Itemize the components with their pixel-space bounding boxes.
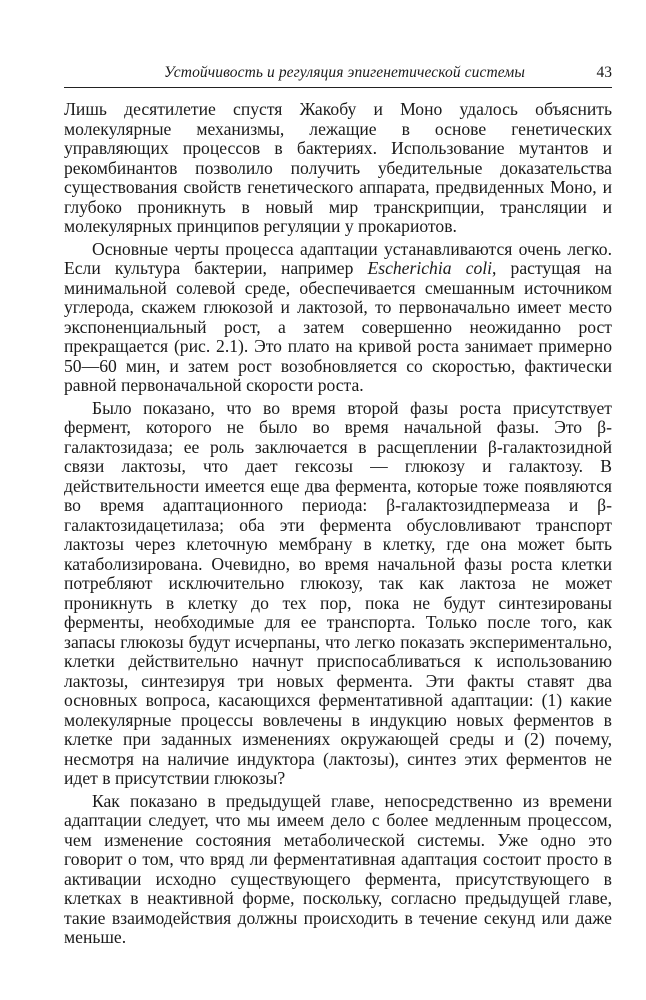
paragraph-3: Было показано, что во время второй фазы роста присутствует фермент, которого не было во время начальной фазы. Это β-галактозидаза; ее роль заключается в расщеплении β-галактозидной связи лактозы, что дает гексозы — глюкозу и галактозу. В действительности имеется еще два фермента, которые тоже появляются во время адаптационного периода: β-галактозидпермеаза и β-галактозидацетилаза; оба эти фермента обусловливают транспорт лактозы через клеточную мембрану в клетку, где она может быть катаболизирована. Очевидно, во время начальной фазы роста клетки потребляют исключительно глюкозу, так как лактоза не может проникнуть в клетку до тех пор, пока не будут синтезированы ферменты, необходимые для ее транспорта. Только после того, как запасы глюкозы будут исчерпаны, что легко показать экспериментально, клетки действительно начнут приспосабливаться к использованию лактозы, синтезируя три новых фермента. Эти факты ставят два основных вопроса, касающихся ферментативной адаптации: (1) какие молекулярные процессы вовлечены в индукцию новых ферментов в клетке при заданных изменениях окружающей среды и (2) почему, несмотря на наличие индуктора (лактозы), синтез этих ферментов не идет в присутствии глюкозы?: [64, 397, 612, 788]
paragraph-4: Как показано в предыдущей главе, непосредственно из времени адаптации следует, что мы имеем дело с более медленным процессом, чем изменение состояния метаболической системы. Уже одно это говорит о том, что вряд ли ферментативная адаптация состоит просто в активации исходно существующего фермента, присутствующего в клетках в неактивной форме, поскольку, согласно предыдущей главе, такие взаимодействия должны происходить в течение секунд или даже меньше.: [64, 790, 612, 947]
page-number: 43: [596, 64, 612, 81]
paragraph-1: Лишь десятилетие спустя Жакобу и Моно удалось объяснить молекулярные механизмы, лежащие в основе генетических управляющих процессов в бактериях. Использование мутантов и рекомбинантов позволило получить убедительные доказательства существования свойств генетического аппарата, предвиденных Моно, и глубоко проникнуть в новый мир транскрипции, трансляции и молекулярных принципов регуляции у прокариотов.: [64, 99, 612, 236]
running-title: Устойчивость и регуляция эпигенетической системы: [164, 64, 525, 81]
body-text: [64, 100, 612, 948]
paragraph-2: Основные черты процесса адаптации устанавливаются очень легко. Если культура бактерии, например Escherichia coli, растущая на минимальной солевой среде, обеспечивается смешанным источником углерода, скажем глюкозой и лактозой, то первоначально имеет место экспоненциальный рост, а затем совершенно неожиданно рост прекращается (рис. 2.1). Это плато на кривой роста занимает примерно 50—60 мин, и затем рост возобновляется со скоростью, фактически равной первоначальной скорости роста.: [64, 238, 612, 395]
running-header: [64, 60, 612, 88]
species-name: Escherichia coli: [367, 258, 493, 278]
